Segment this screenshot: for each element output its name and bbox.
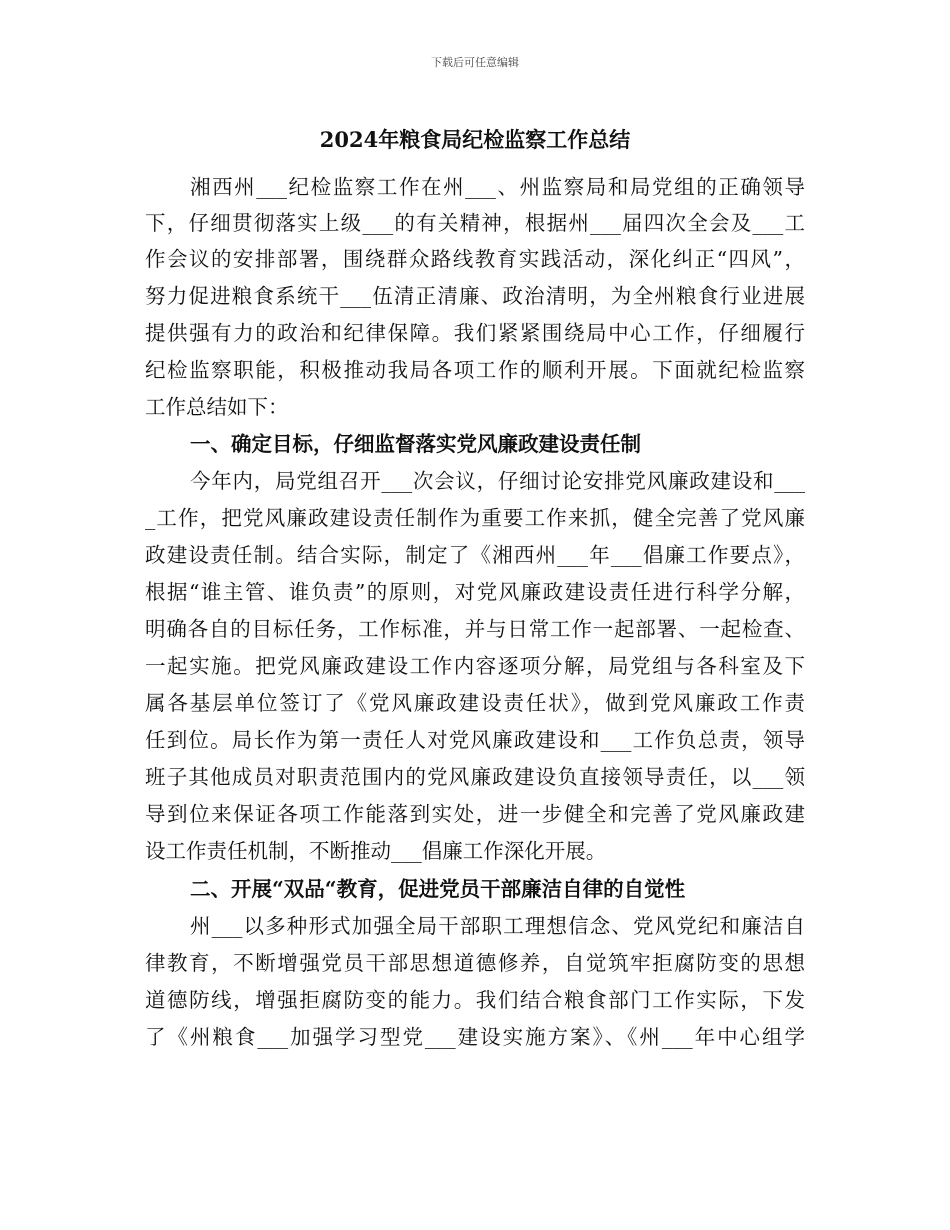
intro-line: 湘西州___纪检监察工作在州___、州监察局和局党组的正确领导 — [190, 175, 805, 199]
section1-line: 政建设责任制。结合实际，制定了《湘西州___年___倡廉工作要点》， — [145, 543, 805, 567]
intro-line: 工作总结如下： — [145, 395, 289, 419]
section1-line: 班子其他成员对职责范围内的党风廉政建设负直接领导责任，以___领 — [145, 765, 805, 789]
section2-line: 律教育，不断增强党员干部思想道德修养，自觉筑牢拒腐防变的思想 — [145, 951, 805, 975]
intro-line: 提供强有力的政治和纪律保障。我们紧紧围绕局中心工作，仔细履行 — [145, 321, 805, 345]
intro-line: 下，仔细贯彻落实上级___的有关精神，根据州___届四次全会及___工 — [145, 211, 805, 235]
section2-line: 州___以多种形式加强全局干部职工理想信念、党风党纪和廉洁自 — [190, 914, 805, 938]
section1-line: 根据“谁主管、谁负责”的原则，对党风廉政建设责任进行科学分解， — [145, 580, 805, 604]
section1-line: 设工作责任机制，不断推动___倡廉工作深化开展。 — [145, 839, 607, 863]
intro-line: 作会议的安排部署，围绕群众路线教育实践活动，深化纠正“四风”， — [145, 247, 805, 271]
intro-line: 努力促进粮食系统干___伍清正清廉、政治清明，为全州粮食行业进展 — [145, 284, 805, 308]
section1-line: 一起实施。把党风廉政建设工作内容逐项分解，局党组与各科室及下 — [145, 654, 805, 678]
section1-line: 属各基层单位签订了《党风廉政建设责任状》，做到党风廉政工作责 — [145, 691, 805, 715]
section1-line: 任到位。局长作为第一责任人对党风廉政建设和___工作负总责，领导 — [145, 728, 805, 752]
document-title: 2024年粮食局纪检监察工作总结 — [319, 127, 631, 152]
section1-line: 明确各自的目标任务，工作标准，并与日常工作一起部署、一起检查、 — [145, 617, 805, 641]
header-note: 下载后可任意编辑 — [431, 56, 519, 69]
section-heading: 二、开展“双品“教育，促进党员干部廉洁自律的自觉性 — [190, 877, 686, 901]
section2-line: 道德防线，增强拒腐防变的能力。我们结合粮食部门工作实际，下发 — [145, 988, 805, 1012]
section-heading: 一、确定目标，仔细监督落实党风廉政建设责任制 — [190, 432, 641, 456]
intro-line: 纪检监察职能，积极推动我局各项工作的顺利开展。下面就纪检监察 — [145, 358, 805, 382]
section1-line: 导到位来保证各项工作能落到实处，进一步健全和完善了党风廉政建 — [145, 802, 805, 826]
section1-line: 今年内，局党组召开___次会议，仔细讨论安排党风廉政建设和___ — [190, 469, 805, 493]
section2-line: 了《州粮食___加强学习型党___建设实施方案》、《州___年中心组学 — [145, 1025, 805, 1049]
section1-line: _工作，把党风廉政建设责任制作为重要工作来抓，健全完善了党风廉 — [145, 506, 805, 530]
